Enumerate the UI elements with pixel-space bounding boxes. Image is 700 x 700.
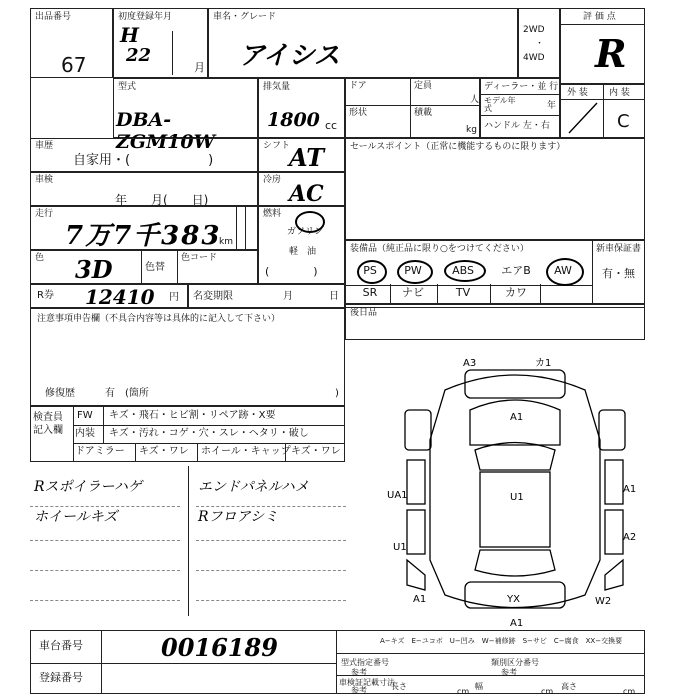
notes-label: 注意事項申告欄（不具合内容等は具体的に記入して下さい） xyxy=(37,314,281,324)
width-label: 幅 xyxy=(475,682,483,691)
category-label: 類別区分番号 xyxy=(491,658,539,667)
mark-right-rear: A2 xyxy=(623,532,637,543)
lot-cell xyxy=(30,8,113,78)
expiry-label: 名変期限 xyxy=(193,291,233,302)
lot-label: 出品番号 xyxy=(35,12,72,22)
equip-ps: PS xyxy=(363,264,377,277)
interior-check-label: 内装 xyxy=(75,428,95,439)
mark-rear-panel: A1 xyxy=(510,618,524,629)
ac-value: AC xyxy=(289,181,324,207)
chassis-value: 0016189 xyxy=(161,633,278,662)
length-label: 長さ xyxy=(391,682,407,691)
chassis-label: 車台番号 xyxy=(39,639,83,652)
equip-pw: PW xyxy=(404,264,422,277)
after-cell xyxy=(345,304,645,340)
mark-left-door: UA1 xyxy=(387,490,408,501)
diagram-roof xyxy=(480,472,550,547)
sales-label: セールスポイント（正常に機能するものに限ります） xyxy=(350,142,566,152)
exterior-label: 外 装 xyxy=(567,88,588,98)
mirror-label: ドアミラー xyxy=(75,446,125,457)
recycle-unit: 円 xyxy=(169,292,179,303)
dimension-label: 車検証記載寸法 xyxy=(339,678,395,687)
wheel-label: ホイール・キャップ xyxy=(201,446,291,457)
inspection-label: 車検 xyxy=(35,175,54,185)
diagram-front-bumper xyxy=(465,370,565,398)
car-damage-diagram xyxy=(385,350,655,630)
damage-legend: A−キズ E−ユコボ U−凹み W−補修跡 S−サビ C−腐食 XX−交換要 xyxy=(380,637,623,645)
diagram-left-rear-fender xyxy=(407,560,425,590)
recycle-value: 12410 xyxy=(85,285,155,309)
ac-cell xyxy=(258,172,345,206)
inspection-value: 年 月( 日) xyxy=(115,193,209,207)
mileage-value: 7万7千383 xyxy=(65,221,222,251)
door-label: ドア xyxy=(349,81,367,91)
drive-2wd: 2WD xyxy=(523,25,545,35)
mileage-label: 走行 xyxy=(35,209,54,219)
drive-dot: ・ xyxy=(535,39,545,49)
capacity-unit: 人 xyxy=(470,95,480,105)
interior-label: 内 装 xyxy=(609,88,630,98)
diagram-right-rear-fender xyxy=(605,560,623,590)
mirror-items: キズ・ワレ xyxy=(139,446,189,457)
equipment-label: 装備品（純正品に限り○をつけてください） xyxy=(350,244,529,254)
interior-value: C xyxy=(617,111,630,132)
lot-number: 67 xyxy=(61,53,87,77)
interior-check-items: キズ・汚れ・コゲ・穴・スレ・ヘタリ・破し xyxy=(109,428,309,439)
width-unit: cm xyxy=(541,687,554,696)
notes-cell: 注意事項申告欄（不具合内容等は具体的に記入して下さい） 修復歴 有 (箇所 ) xyxy=(30,308,345,406)
mark-hood: A1 xyxy=(510,412,524,423)
mark-roof: U1 xyxy=(510,492,524,503)
exterior-interior-cell xyxy=(560,84,645,138)
handle-label: ハンドル 左・右 xyxy=(484,121,550,131)
equip-aw: AW xyxy=(554,264,572,277)
load-unit: kg xyxy=(466,125,477,135)
fuel-paren: ( ) xyxy=(265,265,318,278)
recycle-cell xyxy=(30,284,188,308)
color-change-label: 色替 xyxy=(145,262,165,273)
capacity-label: 定員 xyxy=(414,81,433,91)
drive-cell xyxy=(518,8,560,78)
model-value: DBA-ZGM10W xyxy=(116,109,215,153)
ac-label: 冷房 xyxy=(263,175,282,185)
displacement-value: 1800 xyxy=(267,109,320,131)
equip-abs: ABS xyxy=(452,264,474,277)
displacement-unit: cc xyxy=(325,119,338,132)
exterior-slash-mark xyxy=(565,101,601,135)
grade-value: R xyxy=(595,31,627,76)
length-unit: cm xyxy=(457,687,470,696)
wheel-items: キズ・ワレ xyxy=(291,446,341,457)
mark-left-bumper: A1 xyxy=(413,594,427,605)
color-code-label: 色コード xyxy=(181,253,218,263)
first-reg-year: 22 xyxy=(126,45,152,66)
grade-label: 評 価 点 xyxy=(583,12,616,22)
type-designation-label: 型式指定番号 xyxy=(341,658,389,667)
diagram-left-mirror xyxy=(405,410,431,450)
after-label: 後日品 xyxy=(350,308,378,318)
year-unit: 年 xyxy=(547,101,557,111)
new-warranty-label: 新車保証書 xyxy=(596,244,642,254)
dealer-cell xyxy=(480,78,560,138)
fw-label: FW xyxy=(77,410,93,421)
height-label: 高さ xyxy=(561,682,577,691)
load-label: 積載 xyxy=(414,108,433,118)
grade-cell xyxy=(560,8,645,84)
inspector-table xyxy=(30,406,345,462)
expiry-day: 日 xyxy=(329,291,339,302)
mark-rear-right: W2 xyxy=(595,596,612,607)
diagram-right-front-door xyxy=(605,460,623,504)
inspection-cell xyxy=(30,172,258,206)
diagram-right-rear-door xyxy=(605,510,623,554)
color-cell xyxy=(30,250,258,284)
mark-front-right: カ1 xyxy=(535,358,552,369)
footer-table xyxy=(30,630,645,694)
sales-cell xyxy=(345,138,645,240)
drive-4wd: 4WD xyxy=(523,53,545,63)
equip-navi: ナビ xyxy=(402,286,424,299)
fuel-gasoline: ガソリン xyxy=(287,227,324,237)
diagram-windshield xyxy=(475,443,555,471)
diagram-rear-window xyxy=(475,550,555,576)
equip-airbag: エアB xyxy=(501,264,531,277)
recycle-label: R券 xyxy=(37,290,54,301)
type-designation-sub: 参考 xyxy=(351,668,367,677)
first-reg-cell xyxy=(113,8,208,78)
note-left-1: Rスポイラーハゲ xyxy=(34,479,142,495)
fuel-light: 軽 油 xyxy=(289,247,317,257)
fuel-cell xyxy=(258,206,345,284)
displacement-label: 排気量 xyxy=(263,82,291,92)
history-value: 自家用・( ) xyxy=(73,153,214,168)
expiry-cell xyxy=(188,284,345,308)
history-cell xyxy=(30,138,258,172)
fuel-label: 燃料 xyxy=(263,209,282,219)
note-right-2: Rフロアシミ xyxy=(198,509,278,525)
shift-cell xyxy=(258,138,345,172)
new-warranty-value: 有・無 xyxy=(602,267,635,280)
name-label: 車名・グレード xyxy=(213,12,277,22)
mark-rear-bumper: YX xyxy=(507,594,520,605)
name-cell xyxy=(208,8,518,78)
equip-leather: カワ xyxy=(505,286,527,299)
repair-value: 有 (箇所 xyxy=(105,388,149,399)
first-reg-month-unit: 月 xyxy=(194,61,205,74)
expiry-month: 月 xyxy=(283,291,293,302)
equip-sr: SR xyxy=(362,286,378,299)
diagram-left-rear-door xyxy=(407,510,425,554)
model-year-label: モデル年式 xyxy=(484,96,516,113)
history-label: 車歴 xyxy=(35,141,54,151)
inspector-label: 検査員記入欄 xyxy=(33,412,63,436)
door-shape-cell xyxy=(345,78,480,138)
fw-items: キズ・飛石・ヒビ割・リペア跡・X要 xyxy=(109,410,276,421)
color-value: 3D xyxy=(75,255,113,284)
mileage-cell xyxy=(30,206,258,250)
mark-right-front: A1 xyxy=(623,484,637,495)
dimension-sub: 参考 xyxy=(351,686,367,695)
name-value: アイシス xyxy=(239,41,340,71)
diagram-left-front-door xyxy=(407,460,425,504)
category-sub: 参考 xyxy=(501,668,517,677)
diagram-right-mirror xyxy=(599,410,625,450)
equip-tv: TV xyxy=(455,286,471,299)
handwritten-notes xyxy=(30,466,345,616)
displacement-cell xyxy=(258,78,345,138)
mileage-unit: km xyxy=(219,237,233,247)
model-cell xyxy=(113,78,258,153)
repair-label: 修復歴 xyxy=(45,388,75,399)
color-label: 色 xyxy=(35,253,45,263)
note-right-1: エンドパネルハメ xyxy=(198,479,309,495)
height-unit: cm xyxy=(623,687,636,696)
shift-value: AT xyxy=(289,143,325,172)
model-label: 型式 xyxy=(118,82,137,92)
first-reg-label: 初度登録年月 xyxy=(118,12,173,22)
shift-label: シフト xyxy=(263,141,291,151)
reg-label: 登録番号 xyxy=(39,671,83,684)
mark-front-left: A3 xyxy=(463,358,477,369)
dealer-label: ディーラー・並 行 xyxy=(484,82,559,92)
first-reg-era: H xyxy=(120,23,139,47)
mark-left-rear: U1 xyxy=(393,542,407,553)
shape-label: 形状 xyxy=(349,108,368,118)
note-left-2: ホイールキズ xyxy=(34,509,118,525)
